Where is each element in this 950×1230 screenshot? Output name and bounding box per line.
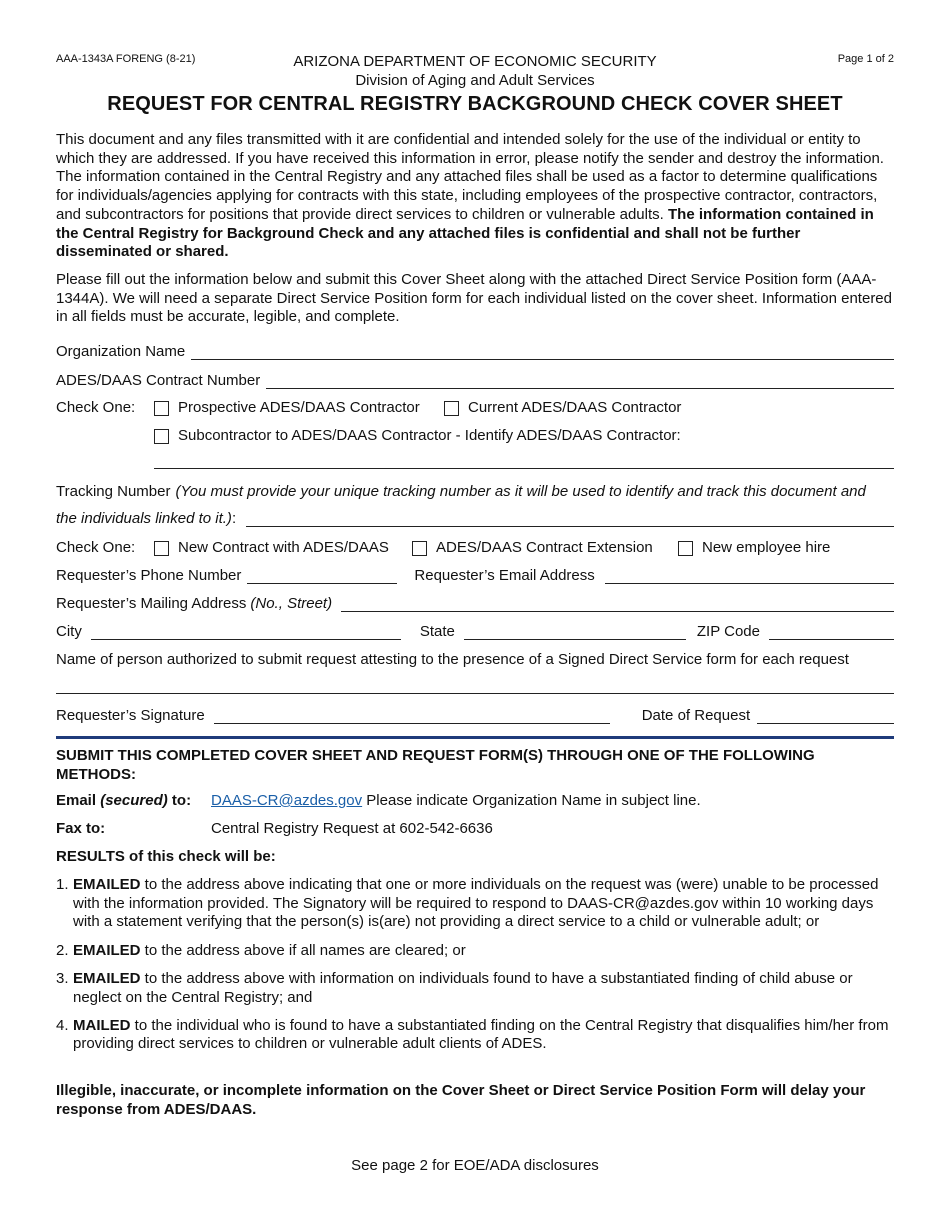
state-field[interactable] bbox=[464, 638, 686, 640]
section-divider bbox=[56, 736, 894, 739]
submit-heading: SUBMIT THIS COMPLETED COVER SHEET AND REQUEST FORM(S) THROUGH ONE OF THE FOLLOWING METHODS: bbox=[56, 747, 815, 783]
authorized-person-row bbox=[56, 650, 894, 672]
subcontractor-checkbox[interactable] bbox=[154, 429, 169, 444]
org-name-label: Organization Name bbox=[56, 343, 186, 361]
results-lead-3: EMAILED bbox=[73, 969, 141, 987]
tracking-row-1 bbox=[56, 482, 894, 504]
fax-label: Fax to: bbox=[56, 820, 106, 837]
signature-field[interactable] bbox=[214, 722, 610, 724]
results-lead-2: EMAILED bbox=[73, 941, 141, 959]
request-type-row bbox=[56, 538, 894, 560]
subcontractor-row bbox=[56, 426, 894, 448]
results-num-3: 3. bbox=[56, 969, 69, 987]
phone-field[interactable] bbox=[247, 582, 397, 584]
signature-label: Requester’s Signature bbox=[56, 707, 205, 725]
zip-field[interactable] bbox=[769, 638, 894, 640]
results-item-2 bbox=[56, 942, 894, 961]
email-label: Requester’s Email Address bbox=[414, 567, 595, 585]
check-one-label-2: Check One: bbox=[56, 539, 136, 557]
authorized-person-label: Name of person authorized to submit request attesting to the presence of a Signed Direct Service form for each request bbox=[56, 651, 849, 669]
subcontractor-label: Subcontractor to ADES/DAAS Contractor - Identify ADES/DAAS Contractor: bbox=[178, 427, 681, 445]
new-contract-checkbox[interactable] bbox=[154, 541, 169, 556]
mailing-label: Requester’s Mailing Address bbox=[56, 595, 247, 613]
phone-label: Requester’s Phone Number bbox=[56, 567, 242, 585]
tracking-colon: : bbox=[231, 510, 237, 528]
mailing-address-row bbox=[56, 594, 894, 616]
email-secured-label: (secured) bbox=[100, 792, 168, 809]
subcontractor-identify-field[interactable] bbox=[154, 468, 894, 469]
tracking-note: (You must provide your unique tracking number as it will be used to identify and track this document and bbox=[175, 483, 866, 501]
date-label: Date of Request bbox=[641, 707, 751, 725]
page-number: Page 1 of 2 bbox=[837, 53, 894, 65]
contract-extension-checkbox[interactable] bbox=[412, 541, 427, 556]
prospective-contractor-label: Prospective ADES/DAAS Contractor bbox=[178, 399, 420, 417]
city-field[interactable] bbox=[91, 638, 401, 640]
agency-name: ARIZONA DEPARTMENT OF ECONOMIC SECURITY bbox=[293, 53, 657, 70]
tracking-label: Tracking Number bbox=[56, 483, 171, 501]
form-code: AAA-1343A FORENG (8-21) bbox=[56, 53, 196, 65]
new-employee-option[interactable] bbox=[678, 539, 830, 560]
date-field[interactable] bbox=[757, 722, 894, 724]
zip-label: ZIP Code bbox=[696, 623, 760, 641]
mailing-note: (No., Street) bbox=[250, 595, 333, 613]
new-employee-label: New employee hire bbox=[702, 539, 831, 557]
results-heading: RESULTS of this check will be: bbox=[56, 848, 276, 865]
current-contractor-option[interactable] bbox=[444, 399, 681, 420]
email-method-label: Email bbox=[56, 792, 97, 809]
contract-extension-label: ADES/DAAS Contract Extension bbox=[436, 539, 653, 557]
contract-number-row bbox=[56, 371, 894, 393]
results-lead-1: EMAILED bbox=[73, 876, 141, 893]
results-text-3: to the address above with information on individuals found to have a substantiated finding of child abuse or neglect on the Central Registry; and bbox=[73, 969, 853, 1006]
contract-number-label: ADES/DAAS Contract Number bbox=[56, 372, 261, 390]
page-title: REQUEST FOR CENTRAL REGISTRY BACKGROUND CHECK COVER SHEET bbox=[107, 93, 843, 115]
new-contract-option[interactable] bbox=[154, 539, 412, 560]
email-to-label: to: bbox=[171, 792, 192, 809]
subcontractor-option[interactable] bbox=[154, 427, 681, 448]
fax-value: Central Registry Request at 602-542-6636 bbox=[211, 820, 493, 837]
email-method-value bbox=[211, 792, 701, 811]
mailing-address-field[interactable] bbox=[341, 610, 894, 612]
city-state-zip-row bbox=[56, 622, 894, 644]
contract-number-field[interactable] bbox=[266, 387, 894, 389]
results-num-1: 1. bbox=[56, 876, 69, 893]
tracking-number-field[interactable] bbox=[246, 525, 894, 527]
email-field[interactable] bbox=[605, 582, 894, 584]
tracking-note-cont: the individuals linked to it.) bbox=[56, 510, 232, 528]
contract-extension-option[interactable] bbox=[412, 539, 678, 560]
confidentiality-text: This document and any files transmitted with it are confidential and intended solely for the use of the individual or entity to which they are addressed. If you have received this information in error, please notify the sender and destroy the information. The information contained in the Central Registry and any attached files shall be used as a factor to determine qualifications for individuals/agencies applying for contracts with this state, including employees of the prospective contractor, contractors, and subcontractors for positions that provide direct services to children or vulnerable adults. bbox=[56, 131, 884, 223]
confidentiality-bold: The information contained in the Central Registry for Background Check and any attached files is confidential and shall not be further disseminated or shared. bbox=[56, 205, 874, 261]
confidentiality-notice bbox=[56, 131, 898, 262]
email-method-row bbox=[56, 792, 191, 811]
delay-warning: Illegible, inaccurate, or incomplete information on the Cover Sheet or Direct Service Position Form will delay your response from ADES/DAAS. bbox=[56, 1082, 866, 1118]
state-label: State bbox=[419, 623, 455, 641]
new-employee-checkbox[interactable] bbox=[678, 541, 693, 556]
results-num-4: 4. bbox=[56, 1016, 69, 1034]
results-item-3 bbox=[56, 970, 894, 1007]
results-list bbox=[56, 876, 894, 1064]
results-num-2: 2. bbox=[56, 941, 69, 959]
authorized-person-field[interactable] bbox=[56, 693, 894, 694]
tracking-row-2 bbox=[56, 509, 894, 531]
results-text-1: to the address above indicating that one or more individuals on the request was (were) unable to be processed with the information provided. The Signatory will be required to respond to DAAS-CR@azdes.gov within 10 working days with a statement verifying that the person(s) is(are) not providing a direct service to a child or vulnerable adult; or bbox=[73, 876, 879, 931]
results-item-4 bbox=[56, 1017, 894, 1054]
org-name-row bbox=[56, 342, 894, 364]
current-contractor-label: Current ADES/DAAS Contractor bbox=[468, 399, 682, 417]
prospective-contractor-option[interactable] bbox=[154, 399, 444, 420]
prospective-contractor-checkbox[interactable] bbox=[154, 401, 169, 416]
contractor-type-row bbox=[56, 398, 894, 420]
check-one-label: Check One: bbox=[56, 399, 136, 417]
org-name-field[interactable] bbox=[191, 358, 894, 360]
current-contractor-checkbox[interactable] bbox=[444, 401, 459, 416]
email-note: Please indicate Organization Name in subject line. bbox=[366, 792, 701, 809]
phone-email-row bbox=[56, 566, 894, 588]
new-contract-label: New Contract with ADES/DAAS bbox=[178, 539, 389, 557]
footer-note: See page 2 for EOE/ADA disclosures bbox=[351, 1157, 599, 1174]
results-text-4: to the individual who is found to have a substantiated finding on the Central Registry that disqualifies him/her from providing direct services to children or vulnerable adult clients of ADES. bbox=[73, 1016, 889, 1053]
results-text-2: to the address above if all names are cleared; or bbox=[144, 941, 466, 959]
division-name: Division of Aging and Adult Services bbox=[355, 72, 595, 89]
email-link[interactable]: DAAS-CR@azdes.gov bbox=[211, 792, 363, 809]
city-label: City bbox=[56, 623, 82, 641]
results-lead-4: MAILED bbox=[73, 1016, 131, 1034]
signature-row bbox=[56, 706, 894, 728]
instructions-paragraph: Please fill out the information below and submit this Cover Sheet along with the attached Direct Service Position form (AAA-1344A). We will need a separate Direct Service Position form for each individual listed on the cover sheet. Information entered in all fields must be accurate, legible, and complete. bbox=[56, 271, 892, 326]
results-item-1 bbox=[56, 876, 894, 932]
